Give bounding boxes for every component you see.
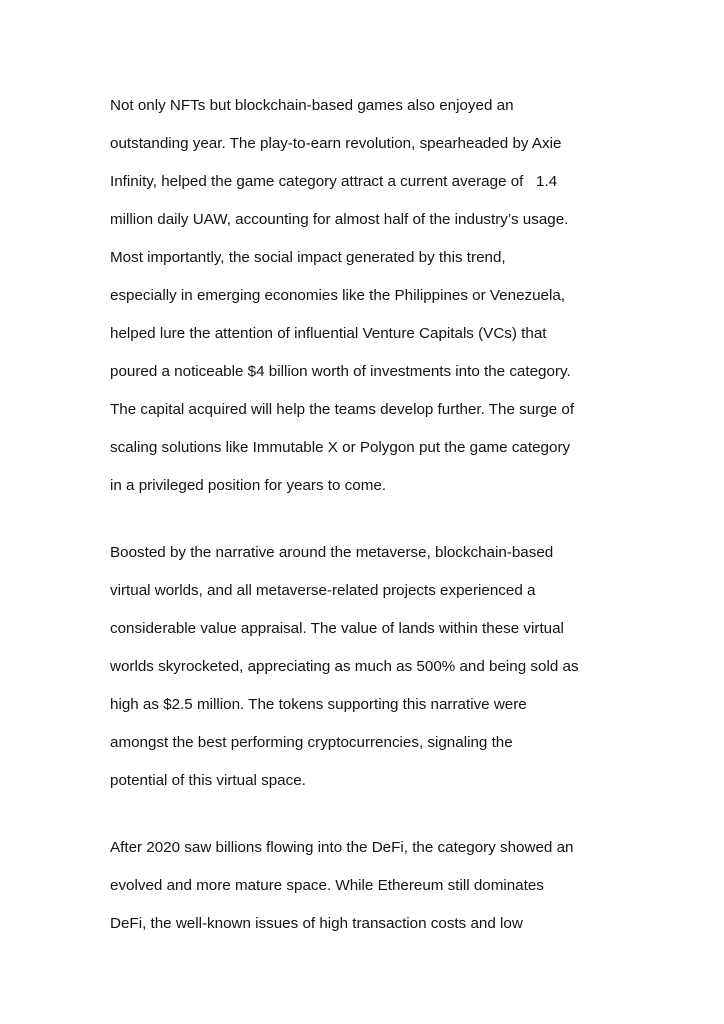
- paragraph-line: high as $2.5 million. The tokens supporting this narrative were: [110, 696, 527, 713]
- paragraph-line: amongst the best performing cryptocurrencies, signaling the: [110, 734, 513, 751]
- paragraph-line: worlds skyrocketed, appreciating as much as 500% and being sold as: [110, 658, 579, 675]
- paragraph-line: outstanding year. The play-to-earn revolution, spearheaded by Axie: [110, 135, 562, 152]
- paragraph-line: Not only NFTs but blockchain-based games also enjoyed an: [110, 97, 514, 114]
- paragraph-line: evolved and more mature space. While Ethereum still dominates: [110, 877, 544, 894]
- paragraph-line: Infinity, helped the game category attract a current average of 1.4: [110, 173, 558, 190]
- paragraph-line: Boosted by the narrative around the metaverse, blockchain-based: [110, 544, 554, 561]
- paragraph-line: After 2020 saw billions flowing into the DeFi, the category showed an: [110, 839, 574, 856]
- paragraph-line: virtual worlds, and all metaverse-related projects experienced a: [110, 582, 536, 599]
- paragraph-line: DeFi, the well-known issues of high transaction costs and low: [110, 915, 523, 932]
- paragraph-defi: [110, 829, 630, 943]
- paragraph-blockchain-games: [110, 87, 630, 505]
- paragraph-line: The capital acquired will help the teams develop further. The surge of: [110, 401, 575, 418]
- paragraph-line: helped lure the attention of influential Venture Capitals (VCs) that: [110, 325, 547, 342]
- paragraph-line: Most importantly, the social impact generated by this trend,: [110, 249, 506, 266]
- paragraph-line: poured a noticeable $4 billion worth of investments into the category.: [110, 363, 571, 380]
- paragraph-line: scaling solutions like Immutable X or Polygon put the game category: [110, 439, 571, 456]
- paragraph-line: million daily UAW, accounting for almost half of the industry’s usage.: [110, 211, 569, 228]
- paragraph-line: considerable value appraisal. The value of lands within these virtual: [110, 620, 564, 637]
- paragraph-line: in a privileged position for years to come.: [110, 477, 387, 494]
- paragraph-line: especially in emerging economies like the Philippines or Venezuela,: [110, 287, 566, 304]
- paragraph-line: potential of this virtual space.: [110, 772, 306, 789]
- paragraph-metaverse: [110, 534, 630, 800]
